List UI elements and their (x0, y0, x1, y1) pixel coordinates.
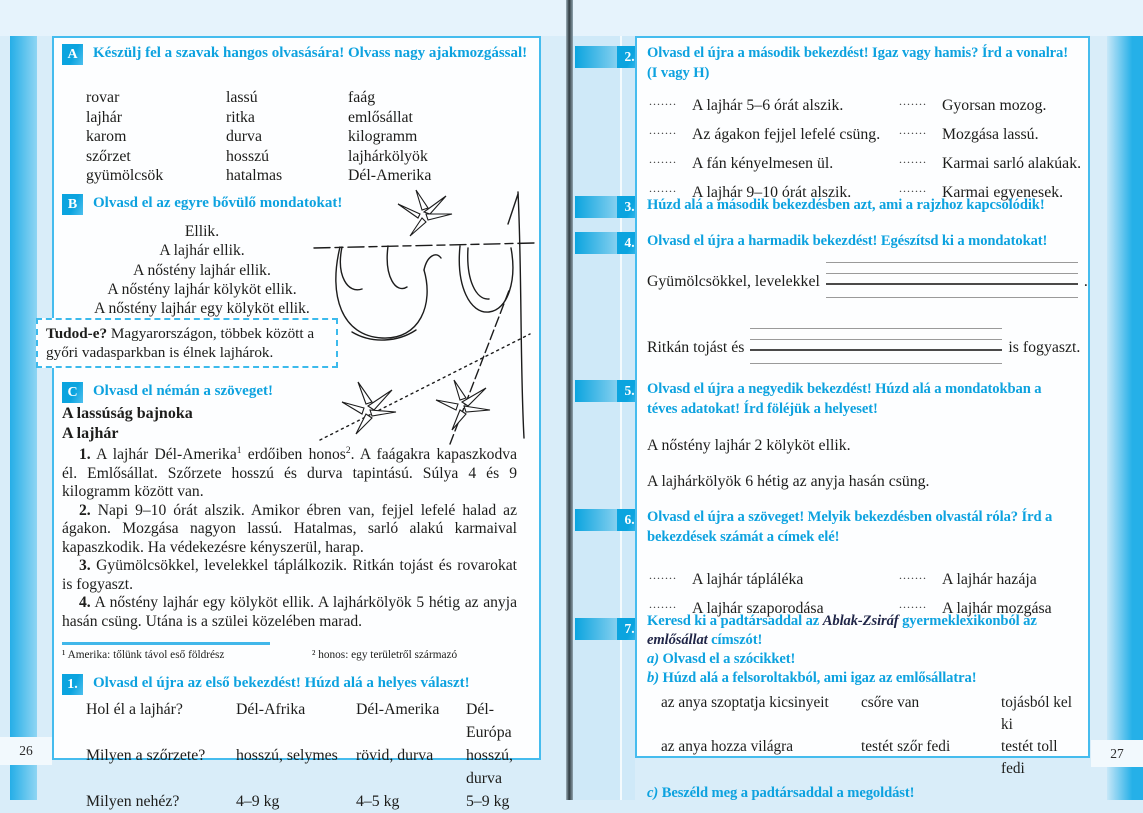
right-edge-bar (1107, 36, 1143, 800)
paragraph-text: Gyümölcsökkel, levelekkel táplálkozik. Ritkán tojást és rovarokat is fogyaszt. (62, 557, 517, 593)
item-letter: b) (647, 670, 659, 686)
task-7 (647, 612, 1075, 802)
reading-text (62, 446, 517, 631)
footnote-divider (62, 642, 270, 645)
answer-blank: ....... (649, 94, 677, 108)
word: kilogramm (348, 128, 418, 145)
task-7-badge: 7. (617, 618, 642, 640)
reading-title-line1: A lassúság bajnoka (62, 405, 193, 422)
answer-blank: ....... (649, 181, 677, 195)
fill-in-sentence-2 (647, 328, 1080, 364)
paragraph-number: 4. (79, 594, 91, 611)
task-a-badge: A (62, 44, 83, 65)
table-cell: Dél-Európa (466, 701, 512, 741)
task-7b (647, 669, 1075, 688)
statement: Karmai sarló alakúak. (942, 155, 1082, 172)
sloth-illustration (312, 184, 536, 446)
task-2-heading: Olvasd el újra a második bekezdést! Igaz vagy hamis? Írd a vonalra! (I vagy H) (647, 45, 1068, 81)
statement: A fán kényelmesen ül. (692, 155, 834, 172)
table-cell: hosszú, selymes (236, 747, 338, 764)
word: ritka (226, 108, 255, 126)
answer-blank: ....... (649, 123, 677, 137)
footnote-marker: 2 (345, 445, 351, 456)
task-b-badge: B (62, 194, 83, 215)
task-c-badge: C (62, 382, 83, 403)
sentence: A lajhár ellik. (159, 242, 245, 260)
left-page-number: 26 (19, 743, 33, 758)
task-4-badge: 4. (617, 232, 642, 254)
sentence: A nőstény lajhár egy kölyköt ellik. (94, 300, 310, 318)
sentence: Ellik. (184, 223, 220, 240)
task-c-heading: Olvasd el némán a szöveget! (93, 383, 273, 399)
task-b-heading: Olvasd el az egyre bővülő mondatokat! (93, 195, 343, 211)
task-1-badge: 1. (62, 674, 83, 695)
fill-in-sentence-1 (647, 262, 1088, 298)
statement: Gyorsan mozog. (942, 97, 1047, 114)
answer-blank: ....... (899, 181, 927, 195)
headword: emlősállat (647, 632, 708, 648)
paragraph-title-list (649, 566, 1081, 618)
task-5-badge: 5. (617, 380, 642, 402)
task-7a (647, 650, 1075, 669)
statement: Az ágakon fejjel lefelé csüng. (692, 126, 881, 143)
option: tojásból kel ki (1001, 694, 1072, 733)
paragraph-2 (62, 502, 517, 558)
list-item (649, 566, 899, 589)
word: lajhár (86, 108, 122, 126)
fill-before: Ritkán tojást és (647, 339, 745, 356)
task-1-heading: Olvasd el újra az első bekezdést! Húzd alá a helyes választ! (93, 675, 470, 691)
task-4-heading: Olvasd el újra a harmadik bekezdést! Egészítsd ki a mondatokat! (647, 233, 1048, 249)
option: testét szőr fedi (861, 738, 951, 755)
footnote-1: ¹ Amerika: tőlünk távol eső földrész (62, 649, 225, 661)
writing-lines (750, 328, 1002, 364)
task-7-heading (647, 612, 1075, 650)
paragraph-number: 1. (79, 446, 91, 463)
word: hatalmas (226, 167, 283, 184)
left-edge-bar (10, 36, 37, 800)
task-6-heading: Olvasd el újra a szöveget! Melyik bekezdésben olvastál róla? Írd a bekezdések számát a címek elé! (647, 509, 1053, 545)
item-text: Olvasd el a szócikket! (658, 651, 796, 667)
task-1 (62, 674, 530, 695)
answer-blank: ....... (649, 152, 677, 166)
list-item (899, 92, 1081, 115)
title-option: A lajhár szaporodása (692, 600, 824, 617)
word: Dél-Amerika (348, 167, 432, 184)
table-cell: 4–9 kg (236, 793, 280, 810)
mammal-options (647, 692, 1075, 780)
book-fold (566, 0, 573, 800)
paragraph-number: 3. (79, 557, 91, 574)
heading-text: gyermeklexikonból az (898, 613, 1037, 629)
right-content-box (635, 36, 1090, 801)
fill-after: . (1083, 273, 1088, 290)
word: karom (86, 128, 127, 145)
paragraph-1 (62, 446, 517, 502)
answer-blank: ....... (899, 568, 927, 582)
paragraph-text: . A faágakra kapaszkodva él. Emlősállat. Szőrzete hosszú és durva tapintású. Súlya 4 és 9 kilogramm között van. (62, 446, 517, 500)
paragraph-text: A lajhár Dél-Amerika (90, 446, 237, 463)
growing-sentences (58, 222, 346, 318)
fill-after: is fogyaszt. (1008, 339, 1081, 356)
table-cell: Dél-Amerika (356, 701, 440, 718)
item-letter: c) (647, 785, 659, 801)
task-5-heading: Olvasd el újra a negyedik bekezdést! Húzd alá a mondatokban a téves adatokat! Írd föléjük a helyeset! (647, 381, 1042, 417)
title-option: A lajhár mozgása (942, 600, 1052, 617)
sentence: A nőstény lajhár kölyköt ellik. (107, 280, 297, 298)
did-you-know-text: Magyarországon, többek között a győri vadasparkban is élnek lajhárok. (46, 325, 315, 361)
task-5-sentence-2: A lajhárkölyök 6 hétig az anyja hasán csüng. (647, 473, 930, 490)
answer-blank: ....... (899, 94, 927, 108)
heading-text: címszót! (707, 632, 763, 648)
paragraph-3 (62, 557, 517, 594)
left-page-number-band (0, 737, 52, 765)
list-item (899, 121, 1081, 144)
task-3-badge: 3. (617, 196, 642, 218)
list-item (899, 150, 1081, 173)
reading-title (62, 404, 193, 444)
list-item (649, 92, 899, 115)
statement: Mozgása lassú. (942, 126, 1039, 143)
answer-blank: ....... (899, 123, 927, 137)
table-cell: Milyen a szőrzete? (86, 747, 206, 764)
item-letter: a) (647, 651, 659, 667)
fill-before: Gyümölcsökkel, levelekkel (647, 273, 820, 290)
writing-lines (826, 262, 1078, 298)
statement: A lajhár 9–10 órát alszik. (692, 184, 852, 201)
table-cell: Dél-Afrika (236, 701, 306, 718)
table-cell: 5–9 kg (466, 793, 510, 810)
footnote-marker: 1 (236, 445, 242, 456)
true-false-list (649, 92, 1081, 202)
task-a (62, 44, 530, 65)
word: emlősállat (348, 108, 413, 126)
table-cell: Milyen nehéz? (86, 793, 180, 810)
table-cell: Hol él a lajhár? (86, 701, 183, 718)
option: az anya hozza világra (661, 738, 794, 755)
list-item (649, 150, 899, 173)
list-item (899, 566, 1081, 589)
sentence: A nőstény lajhár ellik. (133, 261, 271, 279)
paragraph-4 (62, 594, 517, 631)
task-7c (647, 785, 1075, 802)
table-cell: rövid, durva (356, 747, 434, 764)
option: testét toll fedi (1001, 738, 1058, 777)
title-option: A lajhár tápláléka (692, 571, 804, 588)
title-option: A lajhár hazája (942, 571, 1037, 588)
word: lassú (226, 89, 258, 106)
table-cell: hosszú, durva (466, 747, 513, 787)
lexicon-title: Ablak-Zsiráf (822, 613, 899, 629)
reading-title-line2: A lajhár (62, 425, 119, 442)
table-cell: 4–5 kg (356, 793, 400, 810)
paragraph-number: 2. (79, 501, 91, 519)
word: durva (226, 128, 262, 145)
left-content-box (46, 36, 541, 810)
item-text: Beszéld meg a padtársaddal a megoldást! (658, 785, 915, 801)
footnote-2: ² honos: egy területről származó (312, 649, 458, 661)
paragraph-text: Napi 9–10 órát alszik. Amikor ébren van, fejjel lefelé halad az ágakon. Mozgása nagyon lassú. Hatalmas, sarló alakú karmaival kapaszkodik. Ha védekezésre kényszerül, harap. (62, 501, 517, 556)
paragraph-text: A nőstény lajhár egy kölyköt ellik. A lajhárkölyök 5 hétig az anyja hasán csüng. Utána is a szülei közelében marad. (62, 594, 517, 630)
heading-text: Keresd ki a padtársaddal az (647, 613, 823, 629)
did-you-know-label: Tudod-e? (46, 325, 108, 342)
leaf-cluster-top (398, 190, 452, 236)
task-c (62, 382, 530, 403)
word: rovar (86, 89, 120, 106)
right-page-number-band (1091, 740, 1143, 767)
answer-blank: ....... (899, 152, 927, 166)
task-6-badge: 6. (617, 509, 642, 531)
task-a-heading: Készülj fel a szavak hangos olvasására! Olvass nagy ajakmozgással! (93, 45, 528, 61)
item-text: Húzd alá a felsoroltakból, ami igaz az emlősállatra! (658, 670, 977, 686)
answer-blank: ....... (649, 597, 677, 611)
option: csőre van (861, 694, 920, 711)
answer-blank: ....... (649, 568, 677, 582)
right-page-number: 27 (1110, 746, 1124, 761)
task-2-badge: 2. (617, 46, 642, 68)
word: lajhárkölyök (348, 147, 428, 165)
statement: A lajhár 5–6 órát alszik. (692, 97, 844, 114)
answer-table (86, 698, 526, 813)
paragraph-text: erdőiben honos (241, 446, 346, 463)
option: az anya szoptatja kicsinyeit (661, 694, 829, 711)
task-5-sentence-1: A nőstény lajhár 2 kölyköt ellik. (647, 437, 851, 454)
right-page-margin-strip (573, 36, 635, 800)
right-margin-divider (620, 36, 622, 800)
statement: Karmai egyenesek. (942, 184, 1064, 201)
task-3-heading: Húzd alá a második bekezdésben azt, ami a rajzhoz kapcsolódik! (647, 197, 1045, 213)
word: szőrzet (86, 147, 131, 165)
footnotes (62, 649, 520, 662)
word-list (86, 88, 516, 186)
did-you-know-box (36, 318, 338, 368)
list-item (649, 121, 899, 144)
answer-blank: ....... (899, 597, 927, 611)
word: hosszú (226, 147, 270, 165)
word: gyümölcsök (86, 167, 164, 184)
word: faág (348, 89, 376, 106)
